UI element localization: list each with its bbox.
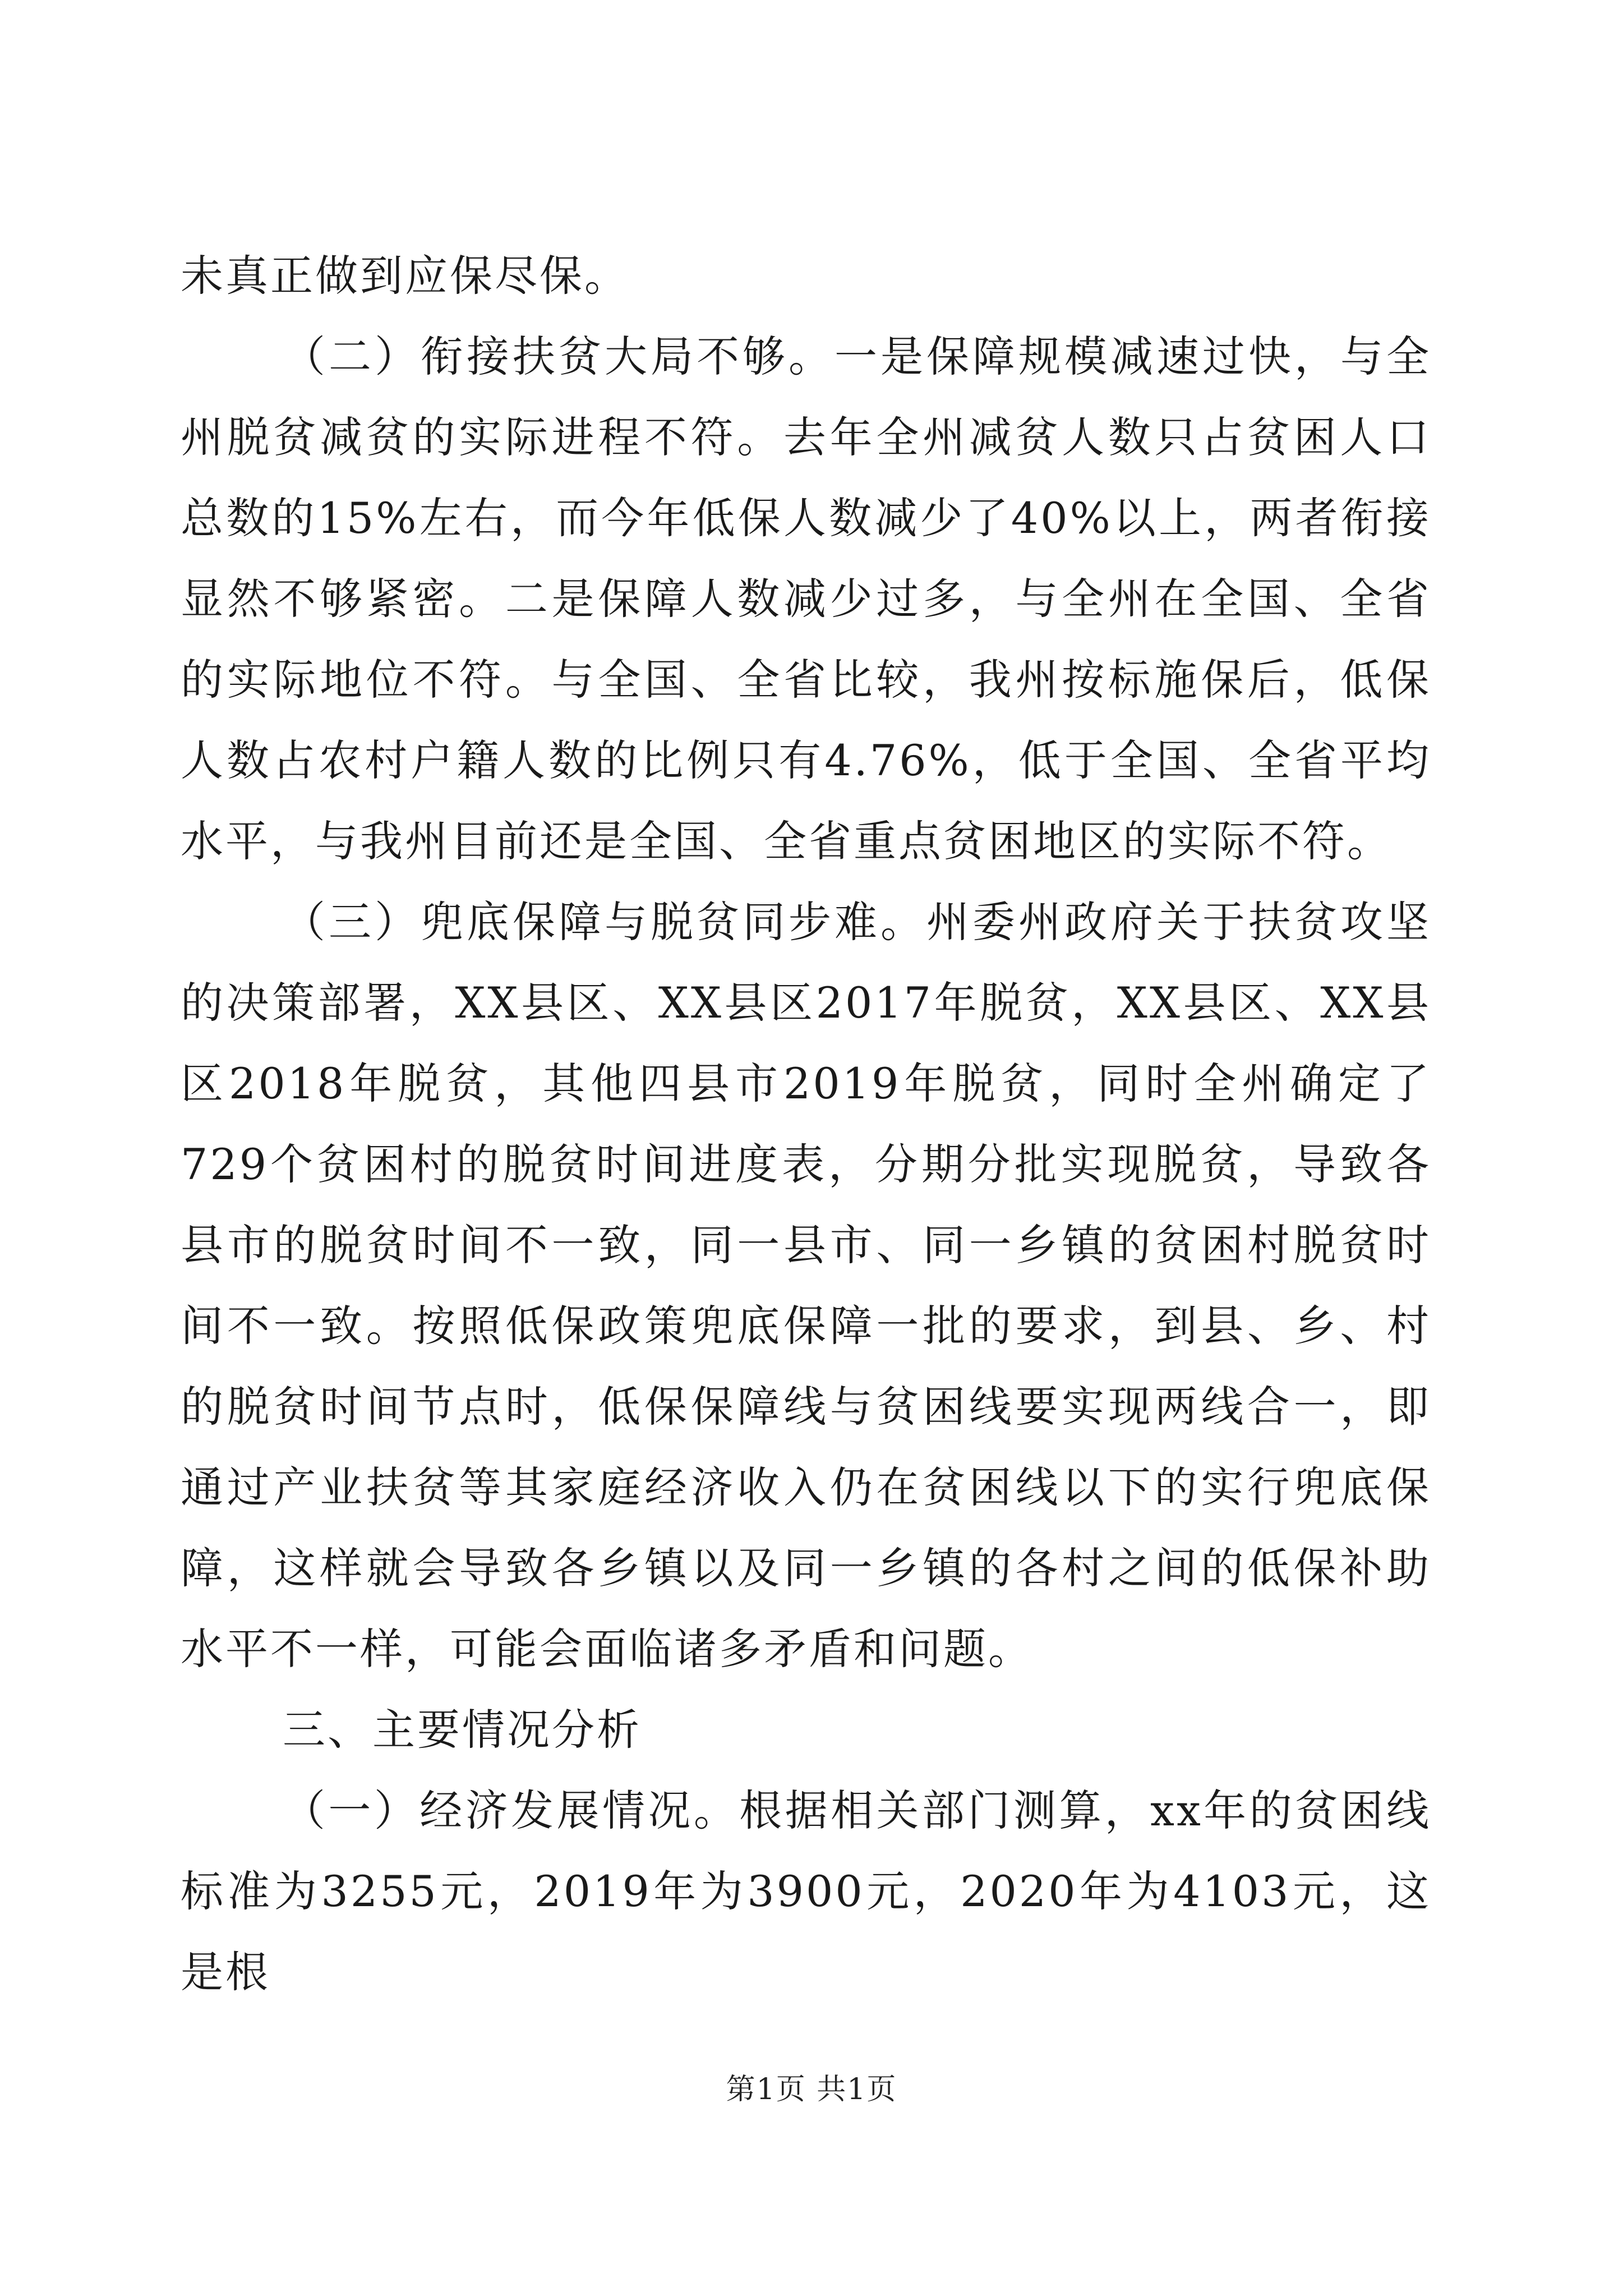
paragraph-section-3: （三）兜底保障与脱贫同步难。州委州政府关于扶贫攻坚的决策部署，XX县区、XX县区2017年脱贫，XX县区、XX县区2018年脱贫，其他四县市2019年脱贫，同时全州确定了729个贫困村的脱贫时间进度表，分期分批实现脱贫，导致各县市的脱贫时间不一致，同一县市、同一乡镇的贫困村脱贫时间不一致。按照低保政策兜底保障一批的要求，到县、乡、村的脱贫时间节点时，低保保障线与贫困线要实现两线合一，即通过产业扶贫等其家庭经济收入仍在贫困线以下的实行兜底保障，这样就会导致各乡镇以及同一乡镇的各村之间的低保补助水平不一样，可能会面临诸多矛盾和问题。	[181, 897, 1431, 1674]
page-footer: 第1页 共1页	[726, 2073, 897, 2106]
paragraph-economic-development: （一）经济发展情况。根据相关部门测算，xx年的贫困线标准为3255元，2019年为3900元，2020年为4103元，这是根	[181, 1786, 1431, 1997]
document-body	[181, 236, 1431, 2013]
paragraph-continuation: 未真正做到应保尽保。	[181, 251, 629, 301]
section-heading: 三、主要情况分析	[283, 1705, 642, 1755]
paragraph-section-2: （二）衔接扶贫大局不够。一是保障规模减速过快，与全州脱贫减贫的实际进程不符。去年全州减贫人数只占贫困人口总数的15%左右，而今年低保人数减少了40%以上，两者衔接显然不够紧密。二是保障人数减少过多，与全州在全国、全省的实际地位不符。与全国、全省比较，我州按标施保后，低保人数占农村户籍人数的比例只有4.76%，低于全国、全省平均水平，与我州目前还是全国、全省重点贫困地区的实际不符。	[181, 332, 1431, 866]
